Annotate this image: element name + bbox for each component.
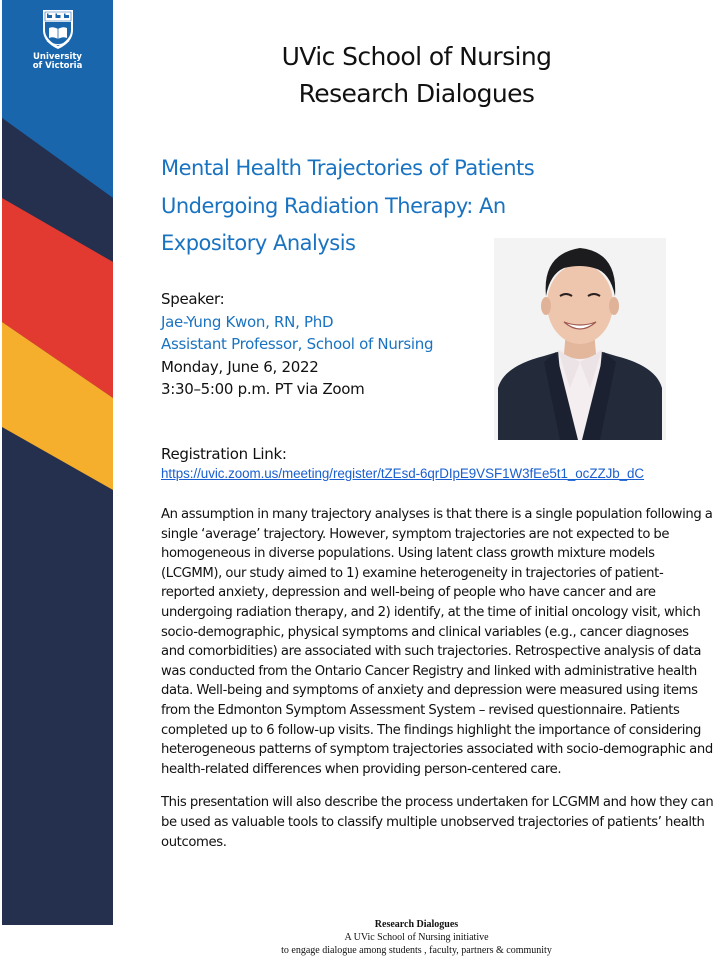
talk-title-line: Undergoing Radiation Therapy: An — [161, 193, 506, 218]
page-title-line1: UVic School of Nursing — [281, 42, 552, 71]
footer — [113, 918, 720, 957]
speaker-name: Jae-Yung Kwon, RN, PhD — [161, 312, 334, 331]
abstract-paragraph: This presentation will also describe the process undertaken for LCGMM and how they can be used as valuable tools to classify multiple unobserved trajectories of patients’ health outcomes. — [161, 795, 714, 850]
event-time: 3:30–5:00 p.m. PT via Zoom — [161, 380, 365, 398]
brand-sidebar — [2, 0, 113, 925]
registration-section — [161, 445, 644, 482]
footer-line: A UVic School of Nursing initiative — [344, 932, 489, 943]
logo-text-line1: University — [33, 52, 82, 62]
logo-text-line2: of Victoria — [32, 61, 83, 71]
page-title-line2: Research Dialogues — [298, 79, 535, 108]
speaker-position: Assistant Professor, School of Nursing — [161, 335, 434, 353]
speaker-portrait-icon — [494, 238, 666, 440]
talk-title-line: Expository Analysis — [161, 231, 356, 255]
registration-link[interactable]: https://uvic.zoom.us/meeting/register/tZEsd-6qrDIpE9VSF1W3fEe5t1_ocZZJb_dC — [161, 466, 645, 481]
flyer-content — [113, 0, 720, 970]
footer-line: to engage dialogue among students , faculty, partners & community — [281, 945, 552, 956]
speaker-label: Speaker: — [161, 290, 225, 308]
page-title — [113, 38, 720, 112]
abstract-paragraph: An assumption in many trajectory analyses is that there is a single population following a single ‘average’ trajectory. However, symptom trajectories are not expected to be homogeneous in diverse populations. Using latent class growth mixture models (LCGMM), our study aimed to 1) examine heterogeneity in trajectories of patient-reported anxiety, depression and well-being of people who have cancer and are undergoing radiation therapy, and 2) identify, at the time of initial oncology visit, which socio-demographic, physical symptoms and clinical variables (e.g., cancer diagnoses and comorbidities) are associated with such trajectories. Retrospective analysis of data was conducted from the Ontario Cancer Registry and linked with administrative health data. Well-being and symptoms of anxiety and depression were measured using items from the Edmonton Symptom Assessment System – revised questionnaire. Patients completed up to 6 follow-up visits. The findings highlight the importance of considering heterogeneous patterns of symptom trajectories associated with socio-demographic and health-related differences when providing person-centered care. — [161, 507, 713, 777]
abstract — [161, 505, 714, 866]
uvic-logo — [2, 8, 113, 71]
sidebar-bands — [2, 0, 113, 925]
talk-title-line: Mental Health Trajectories of Patients — [161, 156, 535, 180]
footer-title: Research Dialogues — [374, 919, 459, 930]
speaker-photo — [494, 238, 666, 440]
speaker-info — [161, 288, 433, 401]
registration-label: Registration Link: — [161, 445, 287, 463]
event-date: Monday, June 6, 2022 — [161, 357, 319, 376]
uvic-crest-icon — [41, 8, 75, 50]
